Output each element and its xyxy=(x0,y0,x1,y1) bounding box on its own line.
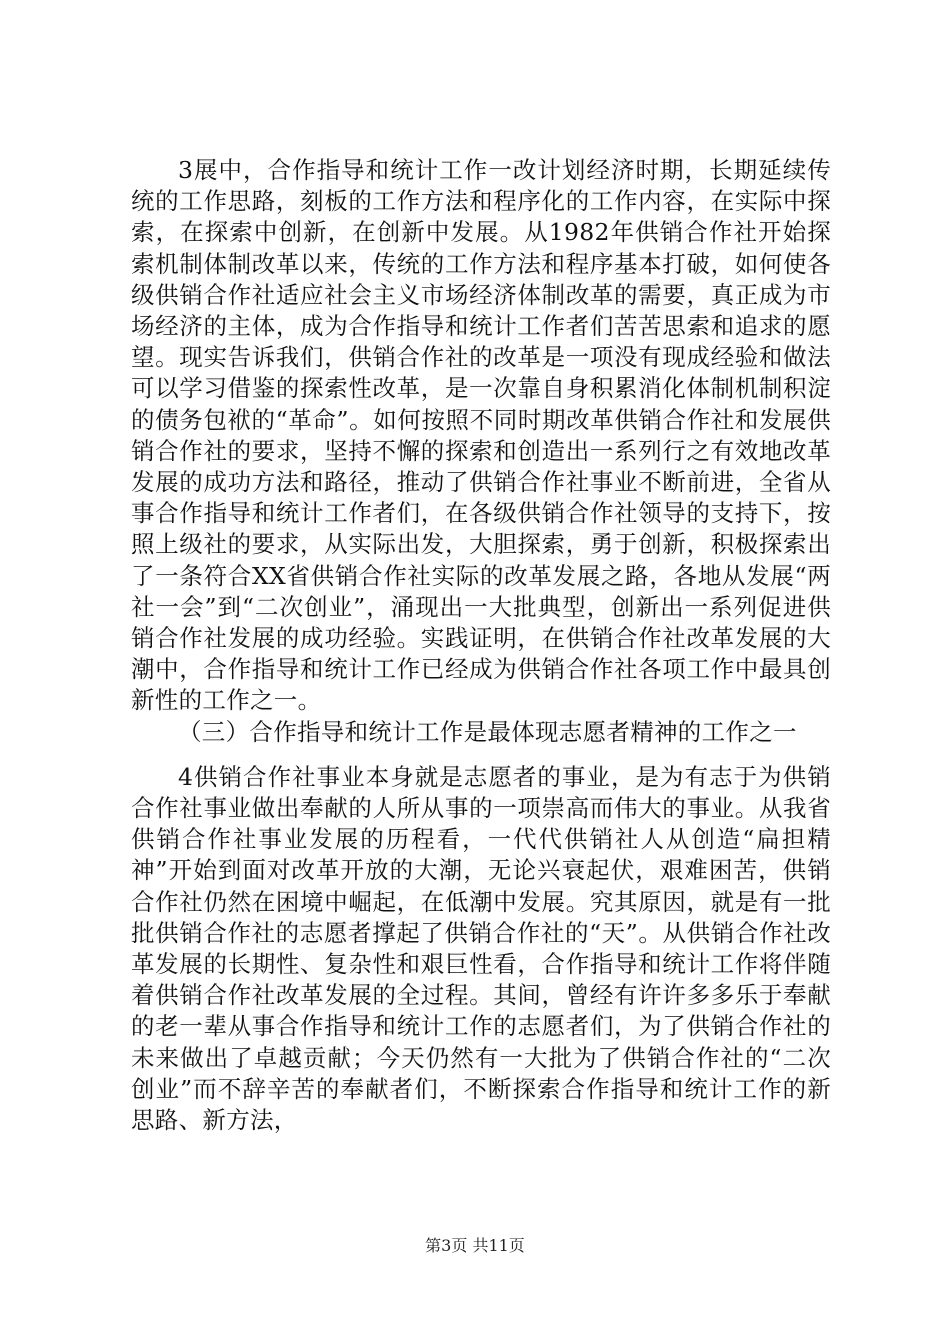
paragraph-volunteer-cause: 4供销合作社事业本身就是志愿者的事业，是为有志于为供销合作社事业做出奉献的人所从事的一项崇高而伟大的事业。从我省供销合作社事业发展的历程看，一代代供销社人从创造“扁担精神”开始到面对改革开放的大潮，无论兴衰起伏，艰难困苦，供销合作社仍然在困境中崛起，在低潮中发展。究其原因，就是有一批批供销合作社的志愿者撑起了供销合作社的“天”。从供销合作社改革发展的长期性、复杂性和艰巨性看，合作指导和统计工作将伴随着供销合作社改革发展的全过程。其间，曾经有许许多多乐于奉献的老一辈从事合作指导和统计工作的志愿者们，为了供销合作社的未来做出了卓越贡献；今天仍然有一大批为了供销合作社的“二次创业”而不辞辛苦的奉献者们，不断探索合作指导和统计工作的新思路、新方法， xyxy=(131,762,831,1135)
document-body xyxy=(131,155,831,1136)
section-heading-volunteer-spirit: （三）合作指导和统计工作是最体现志愿者精神的工作之一 xyxy=(178,717,797,746)
page-number-footer: 第3页 共11页 xyxy=(425,1236,525,1255)
paragraph-reform-innovation: 3展中，合作指导和统计工作一改计划经济时期，长期延续传统的工作思路，刻板的工作方法和程序化的工作内容，在实际中探索，在探索中创新，在创新中发展。从1982年供销合作社开始探索机制体制改革以来，传统的工作方法和程序基本打破，如何使各级供销合作社适应社会主义市场经济体制改革的需要，真正成为市场经济的主体，成为合作指导和统计工作者们苦苦思索和追求的愿望。现实告诉我们，供销合作社的改革是一项没有现成经验和做法可以学习借鉴的探索性改革，是一次靠自身积累消化体制机制积淀的债务包袱的“革命”。如何按照不同时期改革供销合作社和发展供销合作社的要求，坚持不懈的探索和创造出一系列行之有效地改革发展的成功方法和路径，推动了供销合作社事业不断前进，全省从事合作指导和统计工作者们，在各级供销合作社领导的支持下，按照上级社的要求，从实际出发，大胆探索，勇于创新，积极探索出了一条符合XX省供销合作社实际的改革发展之路，各地从发展“两社一会”到“二次创业”，涌现出一大批典型，创新出一系列促进供销合作社发展的成功经验。实践证明，在供销合作社改革发展的大潮中，合作指导和统计工作已经成为供销合作社各项工作中最具创新性的工作之一。 xyxy=(131,156,831,715)
